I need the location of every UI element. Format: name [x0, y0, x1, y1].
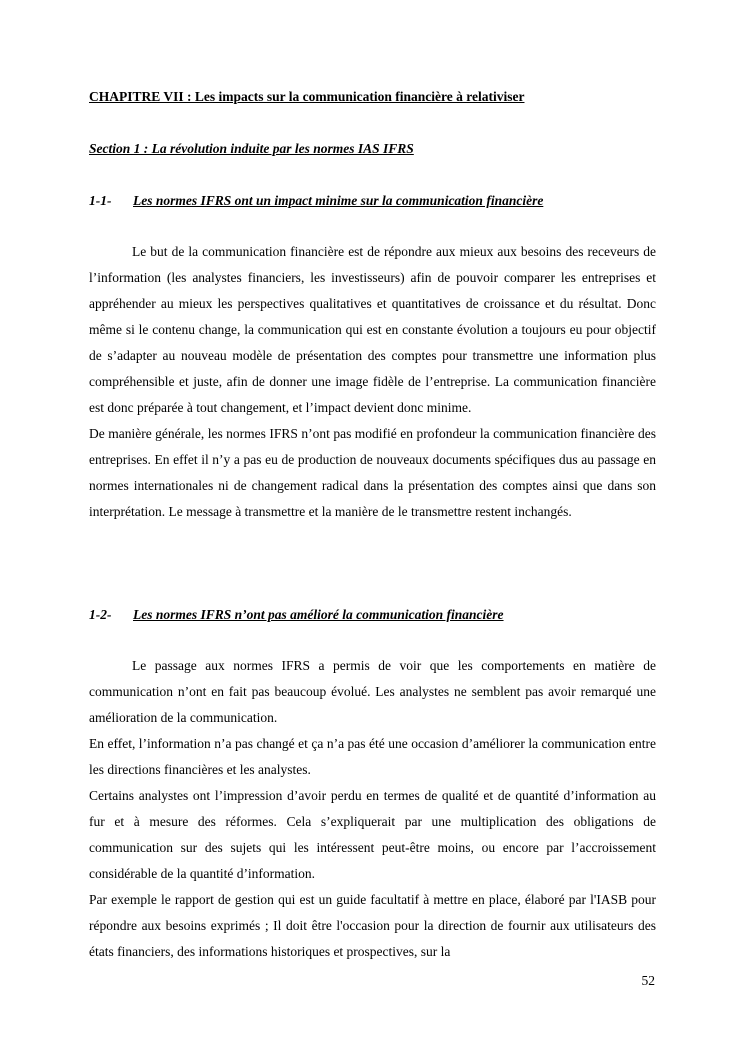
subsection-1-heading [89, 193, 543, 209]
subsection-1-body [89, 239, 656, 525]
subsection-2-number: 1-2- [89, 607, 112, 622]
chapter-title: CHAPITRE VII : Les impacts sur la communication financière à relativiser [89, 89, 525, 104]
subsection-2-heading [89, 607, 504, 623]
paragraph: De manière générale, les normes IFRS n’ont pas modifié en profondeur la communication financière des entreprises. En effet il n’y a pas eu de production de nouveaux documents spécifiques dus au passage en normes internationales ni de changement radical dans la présentation des comptes ainsi que dans son interprétation. Le message à transmettre et la manière de le transmettre restent inchangés. [89, 426, 656, 519]
subsection-1-number: 1-1- [89, 193, 112, 208]
subsection-1-title: Les normes IFRS ont un impact minime sur la communication financière [133, 193, 544, 208]
subsection-2-body [89, 653, 656, 965]
subsection-2-title: Les normes IFRS n’ont pas amélioré la communication financière [133, 607, 504, 622]
paragraph: En effet, l’information n’a pas changé et ça n’a pas été une occasion d’améliorer la communication entre les directions financières et les analystes. [89, 736, 656, 777]
paragraph: Certains analystes ont l’impression d’avoir perdu en termes de qualité et de quantité d’information au fur et à mesure des réformes. Cela s’expliquerait par une multiplication des obligations de communication sur des sujets qui les intéressent peut-être moins, ou encore par l’accroissement considérable de la quantité d’information. [89, 788, 656, 881]
paragraph: Le passage aux normes IFRS a permis de voir que les comportements en matière de communication n’ont en fait pas beaucoup évolué. Les analystes ne semblent pas avoir remarqué une amélioration de la communication. [89, 658, 656, 725]
paragraph: Le but de la communication financière est de répondre aux mieux aux besoins des receveurs de l’information (les analystes financiers, les investisseurs) afin de pouvoir comparer les entreprises et appréhender au mieux les perspectives qualitatives et quantitatives de croissance et du résultat. Donc même si le contenu change, la communication qui est en constante évolution a toujours eu pour objectif de s’adapter au nouveau modèle de présentation des comptes pour transmettre une information plus compréhensible et juste, afin de donner une image fidèle de l’entreprise. La communication financière est donc préparée à tout changement, et l’impact devient donc minime. [89, 244, 656, 415]
paragraph: Par exemple le rapport de gestion qui est un guide facultatif à mettre en place, élaboré par l'IASB pour répondre aux besoins exprimés ; Il doit être l'occasion pour la direction de fournir aux utilisateurs des états financiers, des informations historiques et prospectives, sur la [89, 892, 656, 959]
page-number: 52 [641, 973, 655, 988]
section-title: Section 1 : La révolution induite par les normes IAS IFRS [89, 141, 414, 156]
